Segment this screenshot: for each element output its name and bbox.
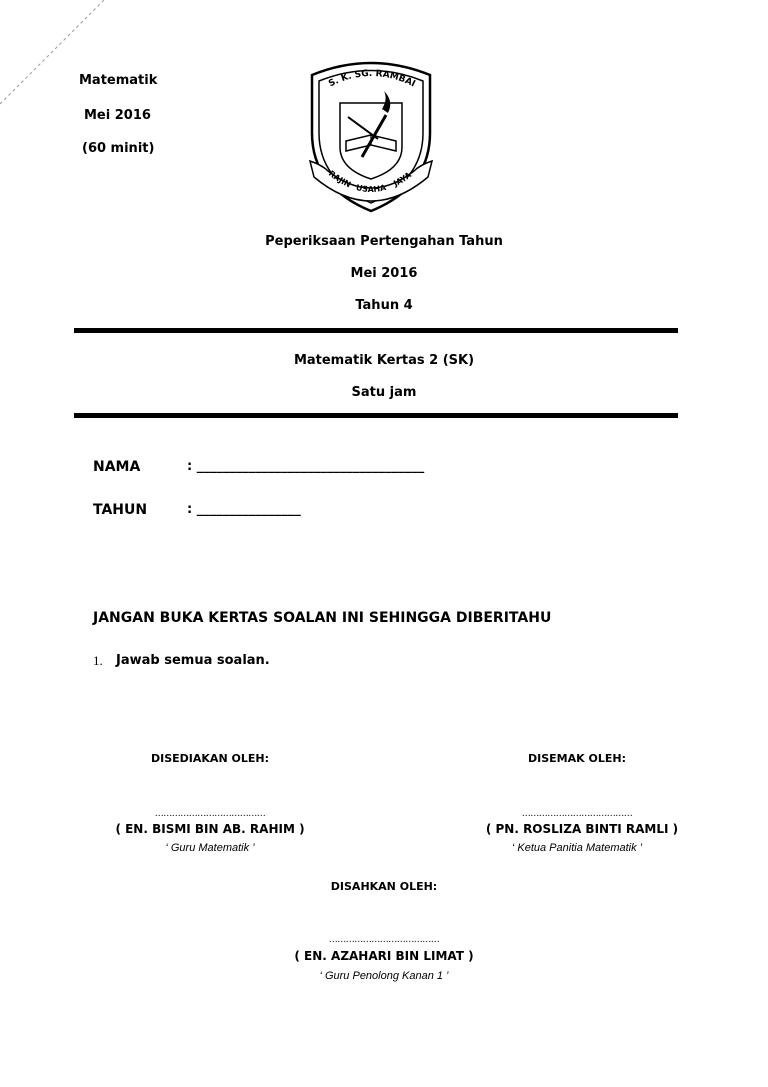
instruction-warning: JANGAN BUKA KERTAS SOALAN INI SEHINGGA DIBERITAHU: [93, 610, 552, 626]
name-field[interactable]: : ___________________________________: [187, 459, 425, 474]
checked-by-signature-line: …………………………………: [521, 809, 633, 819]
logo-motto-2: USAHA: [355, 182, 387, 195]
checked-by-name: ( PN. ROSLIZA BINTI RAMLI ): [485, 822, 679, 836]
prepared-by-signature-line: …………………………………: [154, 809, 266, 819]
prepared-by-name: ( EN. BISMI BIN AB. RAHIM ): [115, 822, 305, 836]
year-label: TAHUN: [93, 502, 148, 518]
logo-school-text: S. K. SG. RAMBAI: [327, 68, 417, 90]
header-duration: (60 minit): [82, 141, 155, 156]
prepared-by-label: DISEDIAKAN OLEH:: [151, 752, 269, 765]
school-crest-logo: [302, 55, 440, 219]
instruction-text: Jawab semua soalan.: [116, 653, 270, 668]
paper-title: Matematik Kertas 2 (SK): [293, 353, 475, 368]
logo-motto-3: JAYA: [392, 170, 414, 189]
paper-time: Satu jam: [351, 385, 417, 400]
approved-by-name: ( EN. AZAHARI BIN LIMAT ): [294, 949, 474, 963]
logo-motto-1: RAJIN: [326, 168, 353, 190]
checked-by-role: ‘ Ketua Panitia Matematik ’: [511, 842, 643, 854]
svg-text:USAHA: [355, 183, 388, 194]
exam-title: Peperiksaan Pertengahan Tahun: [265, 234, 503, 249]
top-divider: [74, 328, 678, 333]
exam-date: Mei 2016: [350, 266, 418, 281]
exam-year: Tahun 4: [355, 298, 413, 313]
corner-fold-line: [0, 0, 110, 110]
prepared-by-role: ‘ Guru Matematik ’: [165, 842, 255, 854]
header-subject: Matematik: [79, 73, 158, 88]
checked-by-label: DISEMAK OLEH:: [528, 752, 626, 765]
svg-text:S. K. SG. RAMBAI: [327, 69, 417, 89]
bottom-divider: [74, 413, 678, 418]
approved-by-signature-line: …………………………………: [328, 935, 440, 945]
name-label: NAMA: [93, 459, 141, 475]
approved-by-role: ‘ Guru Penolong Kanan 1 ’: [319, 970, 449, 982]
approved-by-label: DISAHKAN OLEH:: [330, 880, 438, 893]
header-date: Mei 2016: [84, 108, 151, 123]
instruction-number: 1.: [93, 653, 103, 668]
year-field[interactable]: : ________________: [187, 502, 301, 517]
